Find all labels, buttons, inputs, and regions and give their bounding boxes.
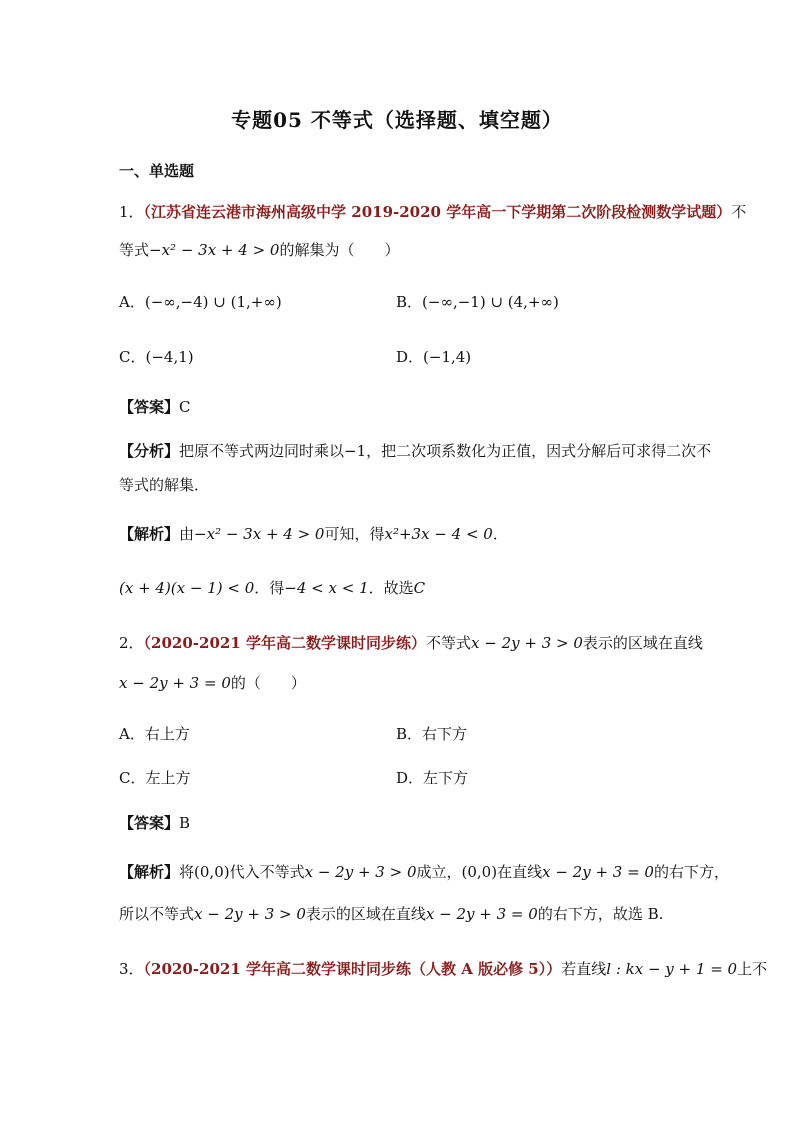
answer-tag: 【答案】 — [119, 398, 180, 416]
solution-math: x − 2y + 3 > 0 — [304, 863, 417, 881]
solution-text: ．得 — [254, 579, 285, 597]
option-label: A． — [119, 293, 145, 311]
solution-math: (x + 4)(x − 1) < 0 — [119, 579, 255, 597]
q1-option-b — [396, 292, 559, 312]
option-label: D． — [396, 769, 424, 787]
q3-text: 上不 — [737, 960, 768, 978]
section-heading: 一、单选题 — [119, 162, 195, 180]
option-text: 左上方 — [145, 769, 191, 787]
q2-option-c — [119, 768, 191, 788]
answer-tag: 【答案】 — [119, 814, 180, 832]
solution-choice: C — [413, 579, 426, 597]
solution-math: −4 < x < 1 — [284, 579, 369, 597]
q1-option-a — [119, 292, 282, 312]
q2-number: 2． — [119, 634, 144, 652]
q1-solution-line1 — [119, 524, 508, 544]
option-text: (−1,4) — [423, 348, 472, 366]
q1-tail: 不 — [731, 203, 747, 221]
solution-math: −x² − 3x + 4 > 0 — [194, 525, 325, 543]
solution-math: (0,0) — [194, 863, 230, 881]
q3-number: 3． — [119, 960, 144, 978]
option-label: B． — [396, 725, 423, 743]
page-title: 专题05 不等式（选择题、填空题） — [231, 108, 563, 132]
q2-option-b — [396, 724, 467, 744]
q1-analysis-line2: 等式的解集． — [119, 476, 210, 494]
q1-answer — [119, 397, 191, 417]
q3-line-equation: l : kx − y + 1 = 0 — [606, 960, 738, 978]
q2-line-equation: x − 2y + 3 = 0 — [119, 674, 231, 692]
q2-answer — [119, 813, 190, 833]
solution-text: 成立， — [416, 863, 462, 881]
q2-option-d — [396, 768, 468, 788]
solution-text: ． — [492, 525, 508, 543]
solution-text: 表示的区域在直线 — [305, 905, 426, 923]
solution-math: x − 2y + 3 = 0 — [542, 863, 654, 881]
analysis-tag: 【分析】 — [119, 442, 180, 460]
solution-tag: 【解析】 — [119, 525, 180, 543]
q1-inequality: −x² − 3x + 4 > 0 — [149, 241, 280, 259]
solution-text: 可知，得 — [324, 525, 385, 543]
solution-math: x − 2y + 3 = 0 — [425, 905, 538, 923]
option-label: A． — [119, 725, 145, 743]
option-label: C． — [119, 769, 146, 787]
q1-solution-line2 — [119, 578, 425, 598]
q1-source: （江苏省连云港市海州高级中学 2019-2020 学年高一下学期第二次阶段检测数学试题） — [143, 203, 732, 221]
q2-source: （2020-2021 学年高二数学课时同步练） — [143, 634, 426, 652]
q1-line2-pre: 等式 — [119, 241, 150, 259]
option-label: D． — [396, 348, 424, 366]
q1-line1 — [119, 202, 746, 222]
q2-line1 — [119, 633, 703, 653]
q2-solution-line2 — [119, 904, 663, 924]
solution-text: 将 — [179, 863, 195, 881]
q2-text: 不等式 — [426, 634, 472, 652]
q2-option-a — [119, 724, 190, 744]
solution-text: 的右下方，故选 B. — [537, 905, 664, 923]
solution-math: x − 2y + 3 > 0 — [194, 905, 306, 923]
q2-inequality: x − 2y + 3 > 0 — [471, 634, 583, 652]
option-text: 左下方 — [423, 769, 469, 787]
q2-solution-line1 — [119, 862, 729, 882]
option-label: C． — [119, 348, 146, 366]
answer-value: B — [179, 814, 191, 832]
q1-option-c — [119, 347, 194, 367]
option-text: (−∞,−1) ∪ (4,+∞) — [422, 293, 559, 311]
option-text: 右下方 — [422, 725, 468, 743]
q3-line1 — [119, 959, 767, 979]
solution-math: (0,0) — [461, 863, 498, 881]
q1-option-d — [396, 347, 471, 367]
option-text: (−4,1) — [145, 348, 194, 366]
q1-line2-post: 的解集为（ ） — [279, 241, 400, 259]
solution-text: 由 — [179, 525, 195, 543]
q2-text: 的（ ） — [230, 674, 306, 692]
solution-math: x²+3x − 4 < 0 — [384, 525, 493, 543]
option-text: (−∞,−4) ∪ (1,+∞) — [144, 293, 282, 311]
solution-text: 在直线 — [497, 863, 543, 881]
q1-line2 — [119, 240, 399, 260]
q3-text: 若直线 — [561, 960, 607, 978]
solution-text: 的右下方， — [653, 863, 729, 881]
q3-source: （2020-2021 学年高二数学课时同步练（人教 A 版必修 5）） — [143, 960, 562, 978]
solution-text: 所以不等式 — [119, 905, 195, 923]
option-label: B． — [396, 293, 423, 311]
q2-text: 表示的区域在直线 — [582, 634, 703, 652]
q1-number: 1． — [119, 203, 144, 221]
q1-analysis-line1 — [119, 441, 711, 461]
solution-text: ．故选 — [368, 579, 414, 597]
option-text: 右上方 — [144, 725, 190, 743]
q2-line2 — [119, 673, 306, 693]
answer-value: C — [179, 398, 191, 416]
solution-tag: 【解析】 — [119, 863, 180, 881]
solution-text: 代入不等式 — [229, 863, 305, 881]
analysis-text: 把原不等式两边同时乘以−1，把二次项系数化为正值，因式分解后可求得二次不 — [179, 442, 712, 460]
